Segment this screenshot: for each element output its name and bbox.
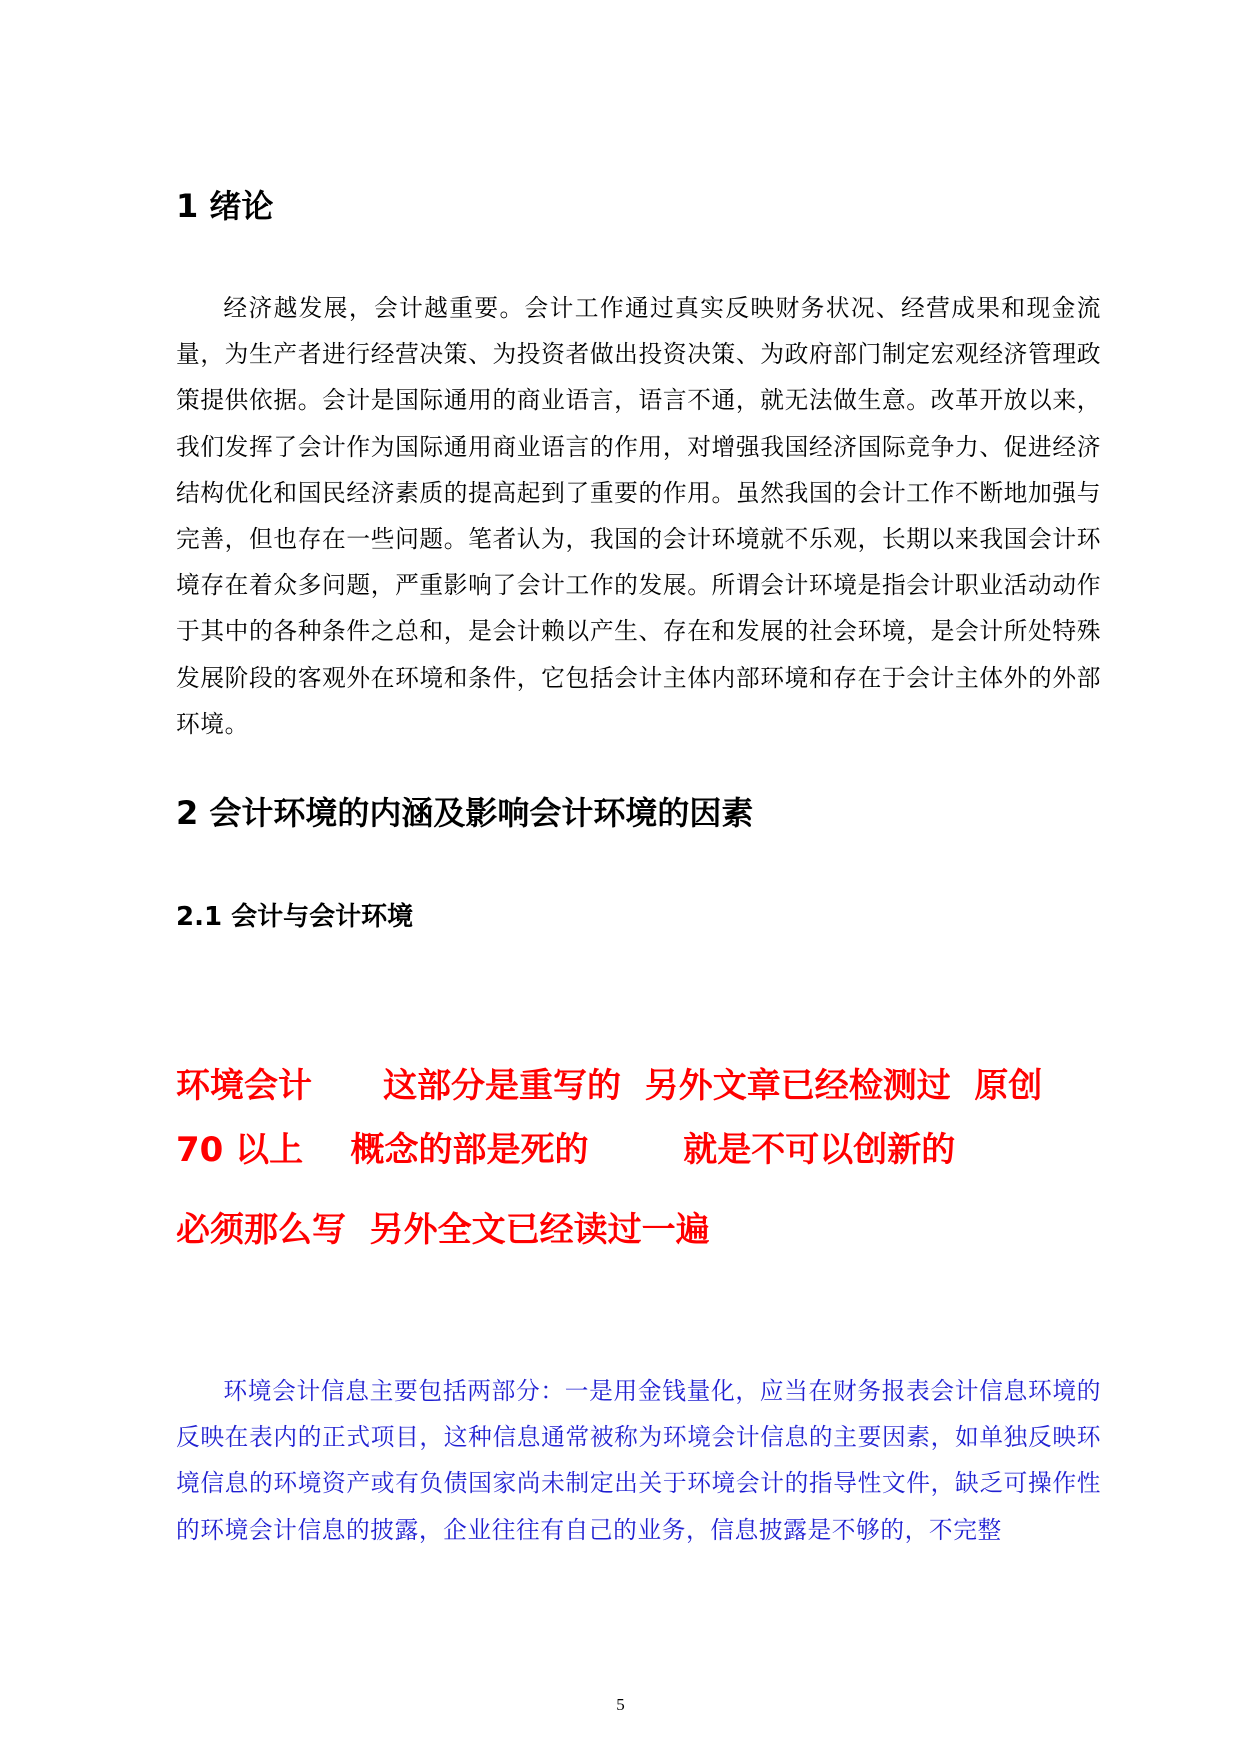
page-number: 5 [616, 1695, 625, 1714]
red-note-line: 环境会计 这部分是重写的 另外文章已经检测过 原创 [176, 1066, 1043, 1106]
heading-section-2-1: 2.1 会计与会计环境 [176, 902, 414, 932]
heading-section-2: 2 会计环境的内涵及影响会计环境的因素 [176, 794, 754, 832]
intro-paragraph: 经济越发展，会计越重要。会计工作通过真实反映财务状况、经营成果和现金流量，为生产者进行经营决策、为投资者做出投资决策、为政府部门制定宏观经济管理政策提供依据。会计是国际通用的商业语言，语言不通，就无法做生意。改革开放以来，我们发挥了会计作为国际通用商业语言的作用，对增强我国经济国际竞争力、促进经济结构优化和国民经济素质的提高起到了重要的作用。虽然我国的会计工作不断地加强与完善，但也存在一些问题。笔者认为，我国的会计环境就不乐观，长期以来我国会计环境存在着众多问题，严重影响了会计工作的发展。所谓会计环境是指会计职业活动动作于其中的各种条件之总和，是会计赖以产生、存在和发展的社会环境，是会计所处特殊发展阶段的客观外在环境和条件，它包括会计主体内部环境和存在于会计主体外的外部环境。 [176, 294, 1101, 738]
red-note-line: 必须那么写 另外全文已经读过一遍 [176, 1210, 710, 1250]
red-note-line: 70 以上 概念的部是死的 就是不可以创新的 [176, 1130, 956, 1170]
heading-introduction: 1 绪论 [176, 187, 274, 225]
environment-accounting-info-paragraph: 环境会计信息主要包括两部分：一是用金钱量化，应当在财务报表会计信息环境的反映在表内的正式项目，这种信息通常被称为环境会计信息的主要因素，如单独反映环境信息的环境资产或有负债国家尚未制定出关于环境会计的指导性文件，缺乏可操作性的环境会计信息的披露，企业往往有自己的业务，信息披露是不够的，不完整 [176, 1377, 1101, 1544]
